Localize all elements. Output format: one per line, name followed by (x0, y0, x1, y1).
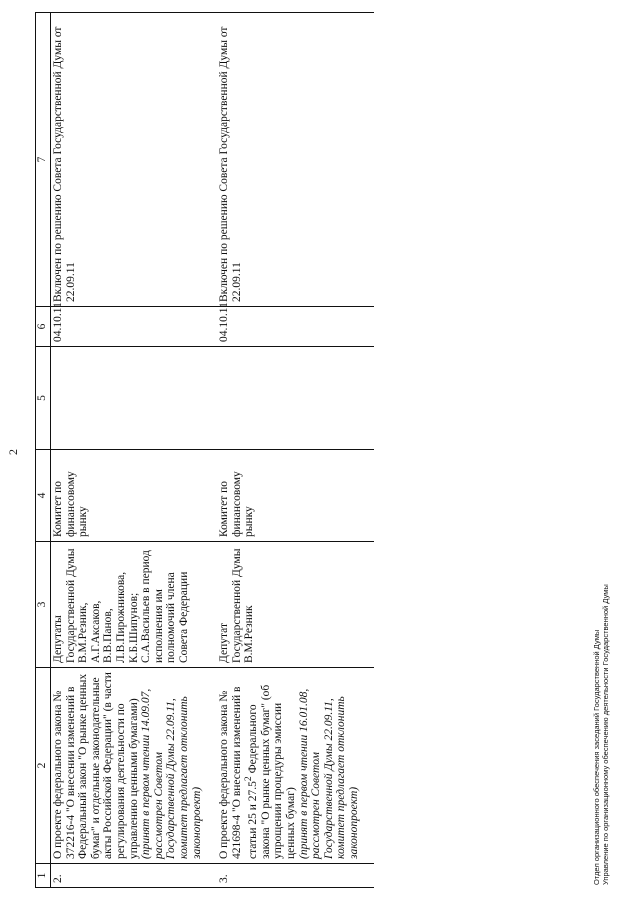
bill-cell (217, 668, 374, 864)
initiator-cell: Депутаты Государственной Думы В.М.Резник, А.Г.Аксаков, В.В.Панов, Л.В.Пирожникова, К.Б.Шипунов; С.А.Васильев в период исполнения им полномочий члена Совета Федерации (51, 542, 218, 668)
bill-status-note: (принят в первом чтении 16.01.08, рассмотрен Советом Государственной Думы 22.09.11, комитет предлагает отклонить законопроект) (297, 688, 360, 859)
page-number: 2 (6, 449, 20, 455)
column-header: 1 (36, 864, 51, 888)
column-header: 2 (36, 668, 51, 864)
bill-title-part: О проекте федерального закона № 421698-4 "О внесении изменений в статьи 25 и 27.5 (218, 686, 260, 859)
table-row (51, 13, 218, 888)
date-cell: 04.10.11 (51, 307, 218, 347)
table-header-row (36, 13, 51, 888)
page-footer (592, 584, 610, 885)
superscript: 2 (243, 776, 255, 782)
footer-line: Отдел организационного обеспечения заседаний Государственной Думы (592, 629, 601, 885)
column-header: 5 (36, 347, 51, 450)
committee-cell: Комитет по финансовому рынку (217, 450, 374, 542)
column-header: 7 (36, 13, 51, 307)
bill-title-part: Федерального закона "О рынке ценных бумаг" (об упрощении процедуры эмиссии ценных бумаг) (247, 684, 297, 859)
column-header: 4 (36, 450, 51, 542)
table-row (217, 13, 374, 888)
initiator-cell: Депутат Государственной Думы В.М.Резник (217, 542, 374, 668)
bill-status-note: (принят в первом чтении 14.09.07, рассмотрен Советом Государственной Думы 22.09.11, комитет предлагает отклонить законопроект) (140, 688, 203, 859)
column-5-cell (51, 347, 218, 450)
agenda-table (35, 12, 374, 888)
decision-cell: Включен по решению Совета Государственной Думы от 22.09.11 (51, 13, 218, 307)
bill-title (218, 672, 297, 859)
footer-line: Управление по организационному обеспечению деятельности Государственной Думы (601, 584, 610, 885)
column-header: 6 (36, 307, 51, 347)
date-cell: 04.10.11 (217, 307, 374, 347)
row-number: 3. (217, 864, 374, 888)
column-header: 3 (36, 542, 51, 668)
decision-cell: Включен по решению Совета Государственной Думы от 22.09.11 (217, 13, 374, 307)
bill-cell (51, 668, 218, 864)
row-number: 2. (51, 864, 218, 888)
column-5-cell (217, 347, 374, 450)
committee-cell: Комитет по финансовому рынку (51, 450, 218, 542)
bill-title: О проекте федерального закона № 372216-4 "О внесении изменений в Федеральный закон "О рынке ценных бумаг" и отдельные законодательные акты Российской Федерации" (в части регулирования деятельности по управлению ценными бумагами) (52, 672, 140, 859)
